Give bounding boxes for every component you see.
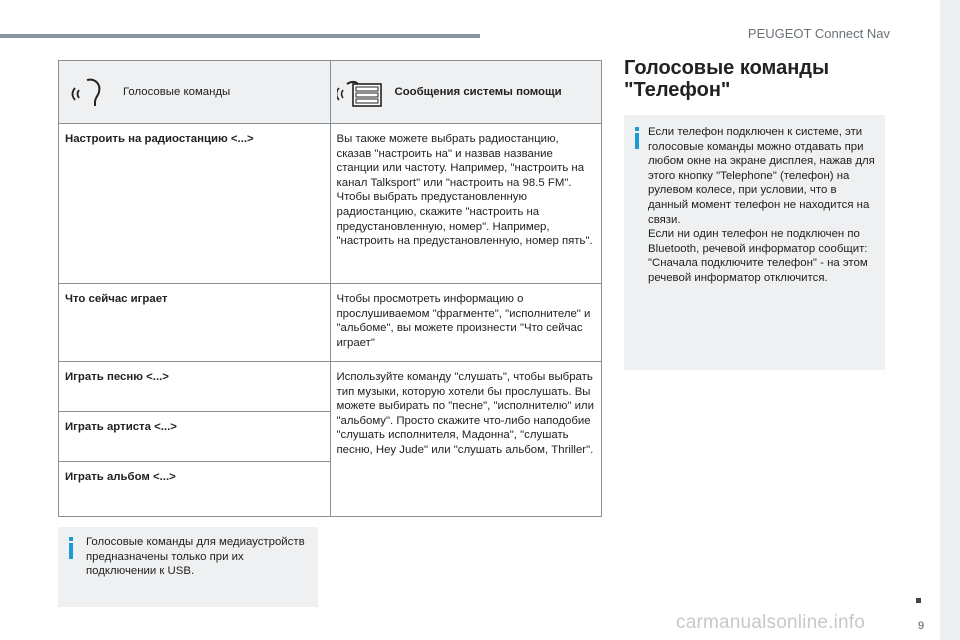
table-row — [59, 124, 602, 284]
voice-command-icon — [65, 72, 113, 112]
usb-note-text: Голосовые команды для медиаустройств предназначены только при их подключении к USB. — [86, 536, 305, 578]
info-icon — [632, 127, 642, 149]
command-play-album: Играть альбом <...> — [59, 462, 331, 517]
header-brand: PEUGEOT Connect Nav — [747, 26, 890, 41]
command-now-playing: Что сейчас играет — [59, 284, 331, 362]
info-icon — [66, 537, 76, 559]
command-play-song: Играть песню <...> — [59, 362, 331, 412]
header-label-commands: Голосовые команды — [123, 85, 231, 98]
phone-info-text-2: Если ни один телефон не подключен по Bluetooth, речевой информатор сообщит: "Сначала подключите телефон" - на этом речевой информатор отключится. — [648, 228, 868, 284]
watermark: carmanualsonline.info — [676, 612, 866, 633]
command-play-artist: Играть артиста <...> — [59, 412, 331, 462]
voice-commands-table — [58, 60, 602, 517]
phone-info-text-1: Если телефон подключен к системе, эти голосовые команды можно отдавать при любом окне на экране дисплея, нажав для этого кнопку "Telephone" (телефон) на рулевом колесе, при условии, что в данный момент телефон не находится на связи. — [648, 126, 875, 226]
page-number: 9 — [918, 620, 925, 632]
page-marker — [916, 598, 921, 603]
table-row — [59, 362, 602, 412]
side-strip — [940, 0, 960, 640]
help-now-playing: Чтобы просмотреть информацию о прослушиваемом "фрагменте", "исполнителе" и "альбоме", вы можете произнести "Что сейчас играет" — [330, 284, 602, 362]
help-tune-radio: Вы также можете выбрать радиостанцию, сказав "настроить на" и назвав название станции или частоту. Например, "настроить на канал Talksport" или "настроить на 98.5 FM". Чтобы выбрать предустановленную радиостанцию, скажите "настроить на предустановленную, номер". Например, "настроить на предустановленную, номер пять". — [330, 124, 602, 284]
command-tune-radio: Настроить на радиостанцию <...> — [59, 124, 331, 284]
header-label-help: Сообщения системы помощи — [394, 85, 562, 98]
table-header-row — [59, 61, 602, 124]
header-cell-help — [330, 61, 602, 124]
table-row — [59, 284, 602, 362]
help-play-media: Используйте команду "слушать", чтобы выбрать тип музыки, которую хотели бы прослушать. Вы можете выбирать по "песне", "исполнителю" или "альбому". Просто скажите что-либо наподобие "слушать исполнителя, Мадонна", "слушать песню, Hey Jude" или "слушать альбом, Thriller". — [330, 362, 602, 517]
help-message-icon — [337, 72, 385, 112]
section-title: Голосовые команды "Телефон" — [624, 57, 830, 101]
usb-note — [58, 527, 318, 607]
header-cell-commands — [59, 61, 331, 124]
header-rule — [0, 34, 480, 38]
phone-info-box — [624, 115, 885, 370]
